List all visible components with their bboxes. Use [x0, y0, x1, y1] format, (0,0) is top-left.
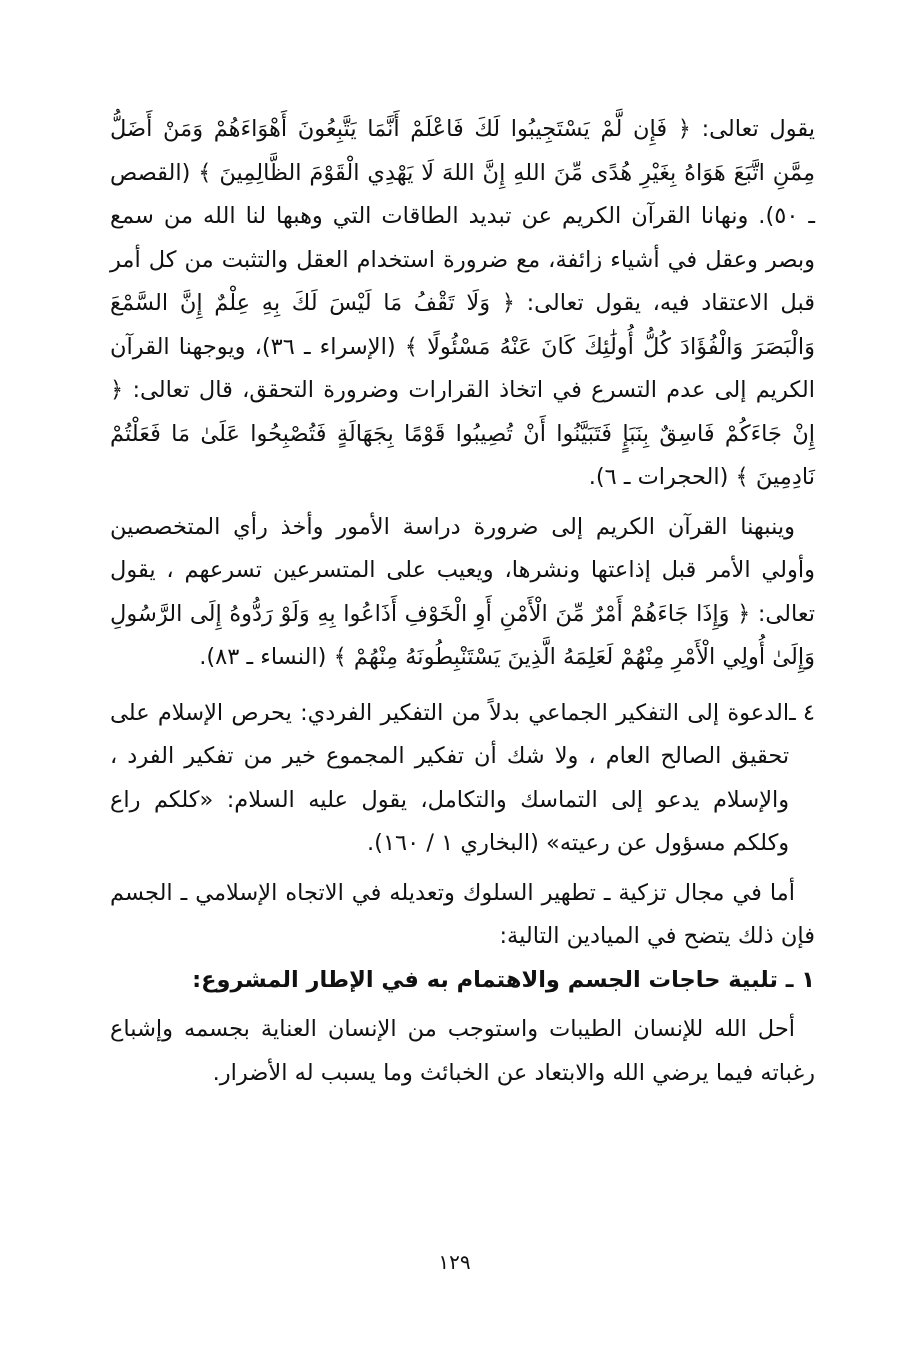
numbered-item-4	[110, 692, 815, 866]
paragraph-quran-qasas: يقول تعالى: ﴿ فَإِن لَّمْ يَسْتَجِيبُوا لَكَ فَاعْلَمْ أَنَّمَا يَتَّبِعُونَ أَهْوَاءَهُمْ وَمَنْ أَضَلُّ مِمَّنِ اتَّبَعَ هَوَاهُ بِغَيْرِ هُدًى مِّنَ اللهِ إِنَّ اللهَ لَا يَهْدِي الْقَوْمَ الظَّالِمِينَ ﴾ (القصص ـ ٥٠). ونهانا القرآن الكريم عن تبديد الطاقات التي وهبها لنا الله من سمع وبصر وعقل في أشياء زائفة، مع ضرورة استخدام العقل والتثبت من كل أمر قبل الاعتقاد فيه، يقول تعالى: ﴿ وَلَا تَقْفُ مَا لَيْسَ لَكَ بِهِ عِلْمٌ إِنَّ السَّمْعَ وَالْبَصَرَ وَالْفُؤَادَ كُلُّ أُولَٰئِكَ كَانَ عَنْهُ مَسْئُولًا ﴾ (الإسراء ـ ٣٦)، ويوجهنا القرآن الكريم إلى عدم التسرع في اتخاذ القرارات وضرورة التحقق، قال تعالى: ﴿ إِنْ جَاءَكُمْ فَاسِقٌ بِنَبَإٍ فَتَبَيَّنُوا أَنْ تُصِيبُوا قَوْمًا بِجَهَالَةٍ فَتُصْبِحُوا عَلَىٰ مَا فَعَلْتُمْ نَادِمِينَ ﴾ (الحجرات ـ ٦).	[110, 116, 815, 490]
paragraph-tazkiya: أما في مجال تزكية ـ تطهير السلوك وتعديله في الاتجاه الإسلامي ـ الجسم فإن ذلك يتضح في الميادين التالية:	[110, 879, 815, 949]
paragraph-body-care: أحل الله للإنسان الطيبات واستوجب من الإنسان العناية بجسمه وإشباع رغباته فيما يرضي الله والابتعاد عن الخبائث وما يسبب له الأضرار.	[110, 1016, 815, 1086]
page-body	[110, 108, 815, 1095]
item-number: ٤ ـ	[789, 699, 815, 726]
page-number: ١٢٩	[438, 1250, 471, 1274]
item-text: الدعوة إلى التفكير الجماعي بدلاً من التفكير الفردي: يحرص الإسلام على تحقيق الصالح العام ، ولا شك أن تفكير المجموع خير من تفكير الفرد ، والإسلام يدعو إلى التماسك والتكامل، يقول عليه السلام: «كلكم راع وكلكم مسؤول عن رعيته» (البخاري ١ / ١٦٠).	[110, 699, 790, 856]
paragraph-quran-nisa: وينبهنا القرآن الكريم إلى ضرورة دراسة الأمور وأخذ رأي المتخصصين وأولي الأمر قبل إذاعتها ونشرها، ويعيب على المتسرعين تسرعهم ، يقول تعالى: ﴿ وَإِذَا جَاءَهُمْ أَمْرٌ مِّنَ الْأَمْنِ أَوِ الْخَوْفِ أَذَاعُوا بِهِ وَلَوْ رَدُّوهُ إِلَى الرَّسُولِ وَإِلَىٰ أُولِي الْأَمْرِ مِنْهُمْ لَعَلِمَهُ الَّذِينَ يَسْتَنْبِطُونَهُ مِنْهُمْ ﴾ (النساء ـ ٨٣).	[110, 513, 815, 670]
section-heading-1: ١ ـ تلبية حاجات الجسم والاهتمام به في الإطار المشروع:	[192, 966, 815, 993]
